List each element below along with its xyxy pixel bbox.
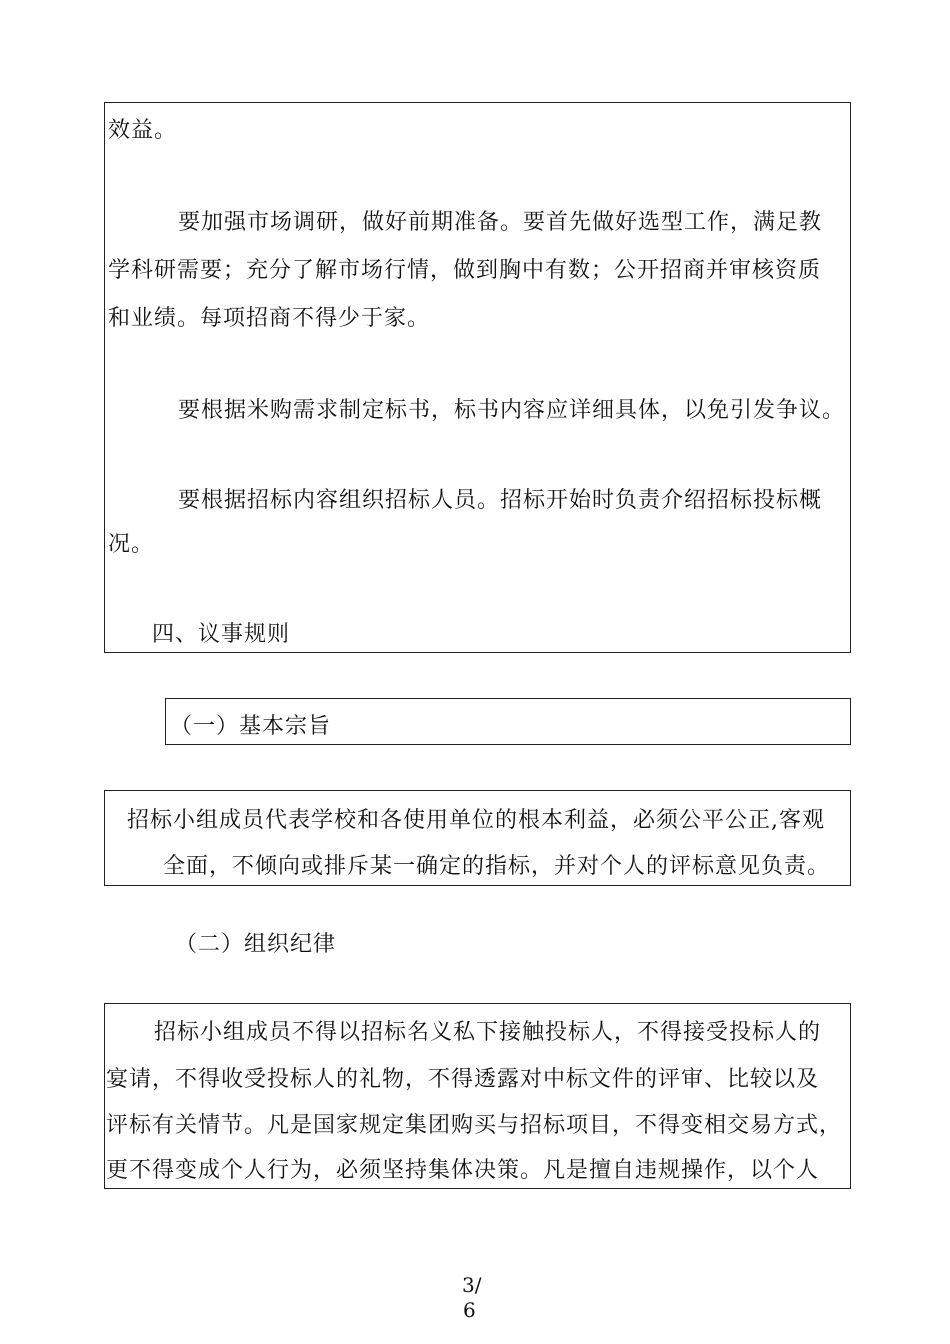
page-number: 6	[463, 1298, 476, 1322]
paragraph-line: 招标小组成员不得以招标名义私下接触投标人，不得接受投标人的	[154, 1020, 822, 1045]
paragraph-line: 招标小组成员代表学校和各使用单位的根本利益，必须公平公正,客观	[127, 808, 825, 833]
paragraph-line: 况。	[108, 532, 155, 557]
paragraph-line: 和业绩。每项招商不得少于家。	[108, 306, 431, 331]
paragraph-line: 效益。	[108, 118, 178, 143]
paragraph-line: 要根据招标内容组织招标人员。招标开始时负责介绍招标投标概	[178, 488, 823, 513]
paragraph-line: 全面，不倾向或排斥某一确定的指标，并对个人的评标意见负责。	[163, 854, 831, 879]
paragraph-line: 要根据米购需求制定标书，标书内容应详细具体，以免引发争议。	[178, 398, 846, 423]
paragraph-line: 更不得变成个人行为，必须坚持集体决策。凡是擅自违规操作，以个人	[106, 1158, 820, 1183]
paragraph-line: 要加强市场调研，做好前期准备。要首先做好选型工作，满足教	[178, 210, 823, 235]
paragraph-line: 评标有关情节。凡是国家规定集团购买与招标项目，不得变相交易方式，	[106, 1113, 843, 1138]
paragraph-line: 宴请，不得收受投标人的礼物，不得透露对中标文件的评审、比较以及	[106, 1067, 820, 1092]
section-heading: 四、议事规则	[152, 622, 291, 647]
section-heading: （一）基本宗旨	[170, 714, 332, 739]
section-heading: （二）组织纪律	[175, 932, 337, 957]
paragraph-line: 学科研需要；充分了解市场行情，做到胸中有数；公开招商并审核资质	[108, 258, 822, 283]
top-text-box	[104, 102, 851, 653]
page-number: 3/	[462, 1273, 482, 1297]
